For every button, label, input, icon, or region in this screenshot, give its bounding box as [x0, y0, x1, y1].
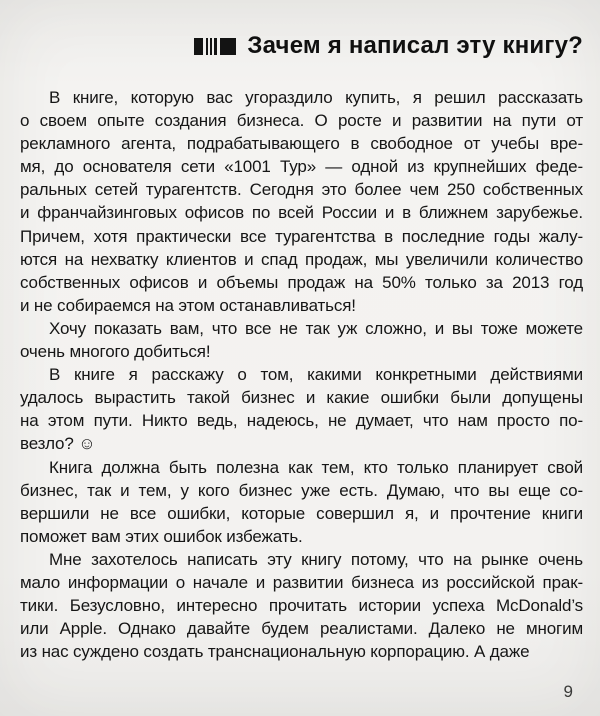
text-line: из нас суждено создать транснациональную корпорацию. А даже: [20, 642, 530, 662]
paragraph: [20, 86, 583, 317]
text-line: рекламного агента, подрабатывающего в свободное от учебы вре-: [20, 134, 583, 154]
text-line: В книге, которую вас угораздило купить, я решил рассказать: [49, 88, 583, 107]
body-text: [20, 86, 583, 663]
text-line: ральных сетей турагентств. Сегодня это более чем 250 собственных: [20, 180, 583, 200]
text-line: и не собираемся на этом останавливаться!: [20, 295, 356, 315]
page-number: 9: [563, 682, 573, 701]
text-line: бизнес, так и тем, у кого бизнес уже есть. Думаю, что вы еще со-: [20, 480, 583, 500]
paragraph: [20, 363, 583, 455]
text-line: очень многого добиться!: [20, 342, 211, 362]
text-line: мало информации о начале и развитии бизнеса из российской прак-: [20, 572, 583, 592]
chapter-title: Зачем я написал эту книгу?: [247, 32, 583, 59]
text-line: Хочу показать вам, что все не так уж сложно, и вы тоже можете: [49, 318, 583, 338]
text-line: ются на нехватку клиентов и спад продаж, мы увеличили количество: [20, 249, 583, 269]
text-line: мя, до основателя сети «1001 Тур» — одной из крупнейших феде-: [20, 157, 583, 177]
text-line: удалось вырастить такой бизнес и какие ошибки были допущены: [20, 388, 583, 408]
text-line: собственных офисов и объемы продаж на 50% только за 2013 год: [20, 272, 583, 292]
barcode-bullet-icon: [194, 38, 236, 55]
text-line: везло? ☺: [20, 434, 96, 454]
text-line: Мне захотелось написать эту книгу потому, что на рынке очень: [49, 549, 583, 569]
text-line: В книге я расскажу о том, какими конкретными действиями: [49, 365, 583, 385]
text-line: поможет вам этих ошибок избежать.: [20, 526, 303, 546]
text-line: о своем опыте создания бизнеса. О росте и развитии на пути от: [20, 111, 583, 131]
paragraph: [20, 456, 583, 548]
text-line: вершили не все ошибки, которые совершил я, и прочтение книги: [20, 503, 583, 523]
chapter-header: [20, 32, 583, 60]
paragraph: [20, 317, 583, 363]
text-line: или Apple. Однако давайте будем реалистами. Далеко не многим: [20, 619, 583, 639]
text-line: тики. Безусловно, интересно прочитать истории успеха McDonald’s: [20, 596, 583, 616]
text-line: и франчайзинговых офисов по всей России и в ближнем зарубежье.: [20, 203, 583, 223]
text-line: Книга должна быть полезна как тем, кто только планирует свой: [49, 457, 583, 477]
text-line: на этом пути. Никто ведь, надеюсь, не думает, что нам просто по-: [20, 411, 583, 431]
paragraph: [20, 548, 583, 663]
text-line: Причем, хотя практически все турагентства в последние годы жалу-: [20, 226, 583, 246]
